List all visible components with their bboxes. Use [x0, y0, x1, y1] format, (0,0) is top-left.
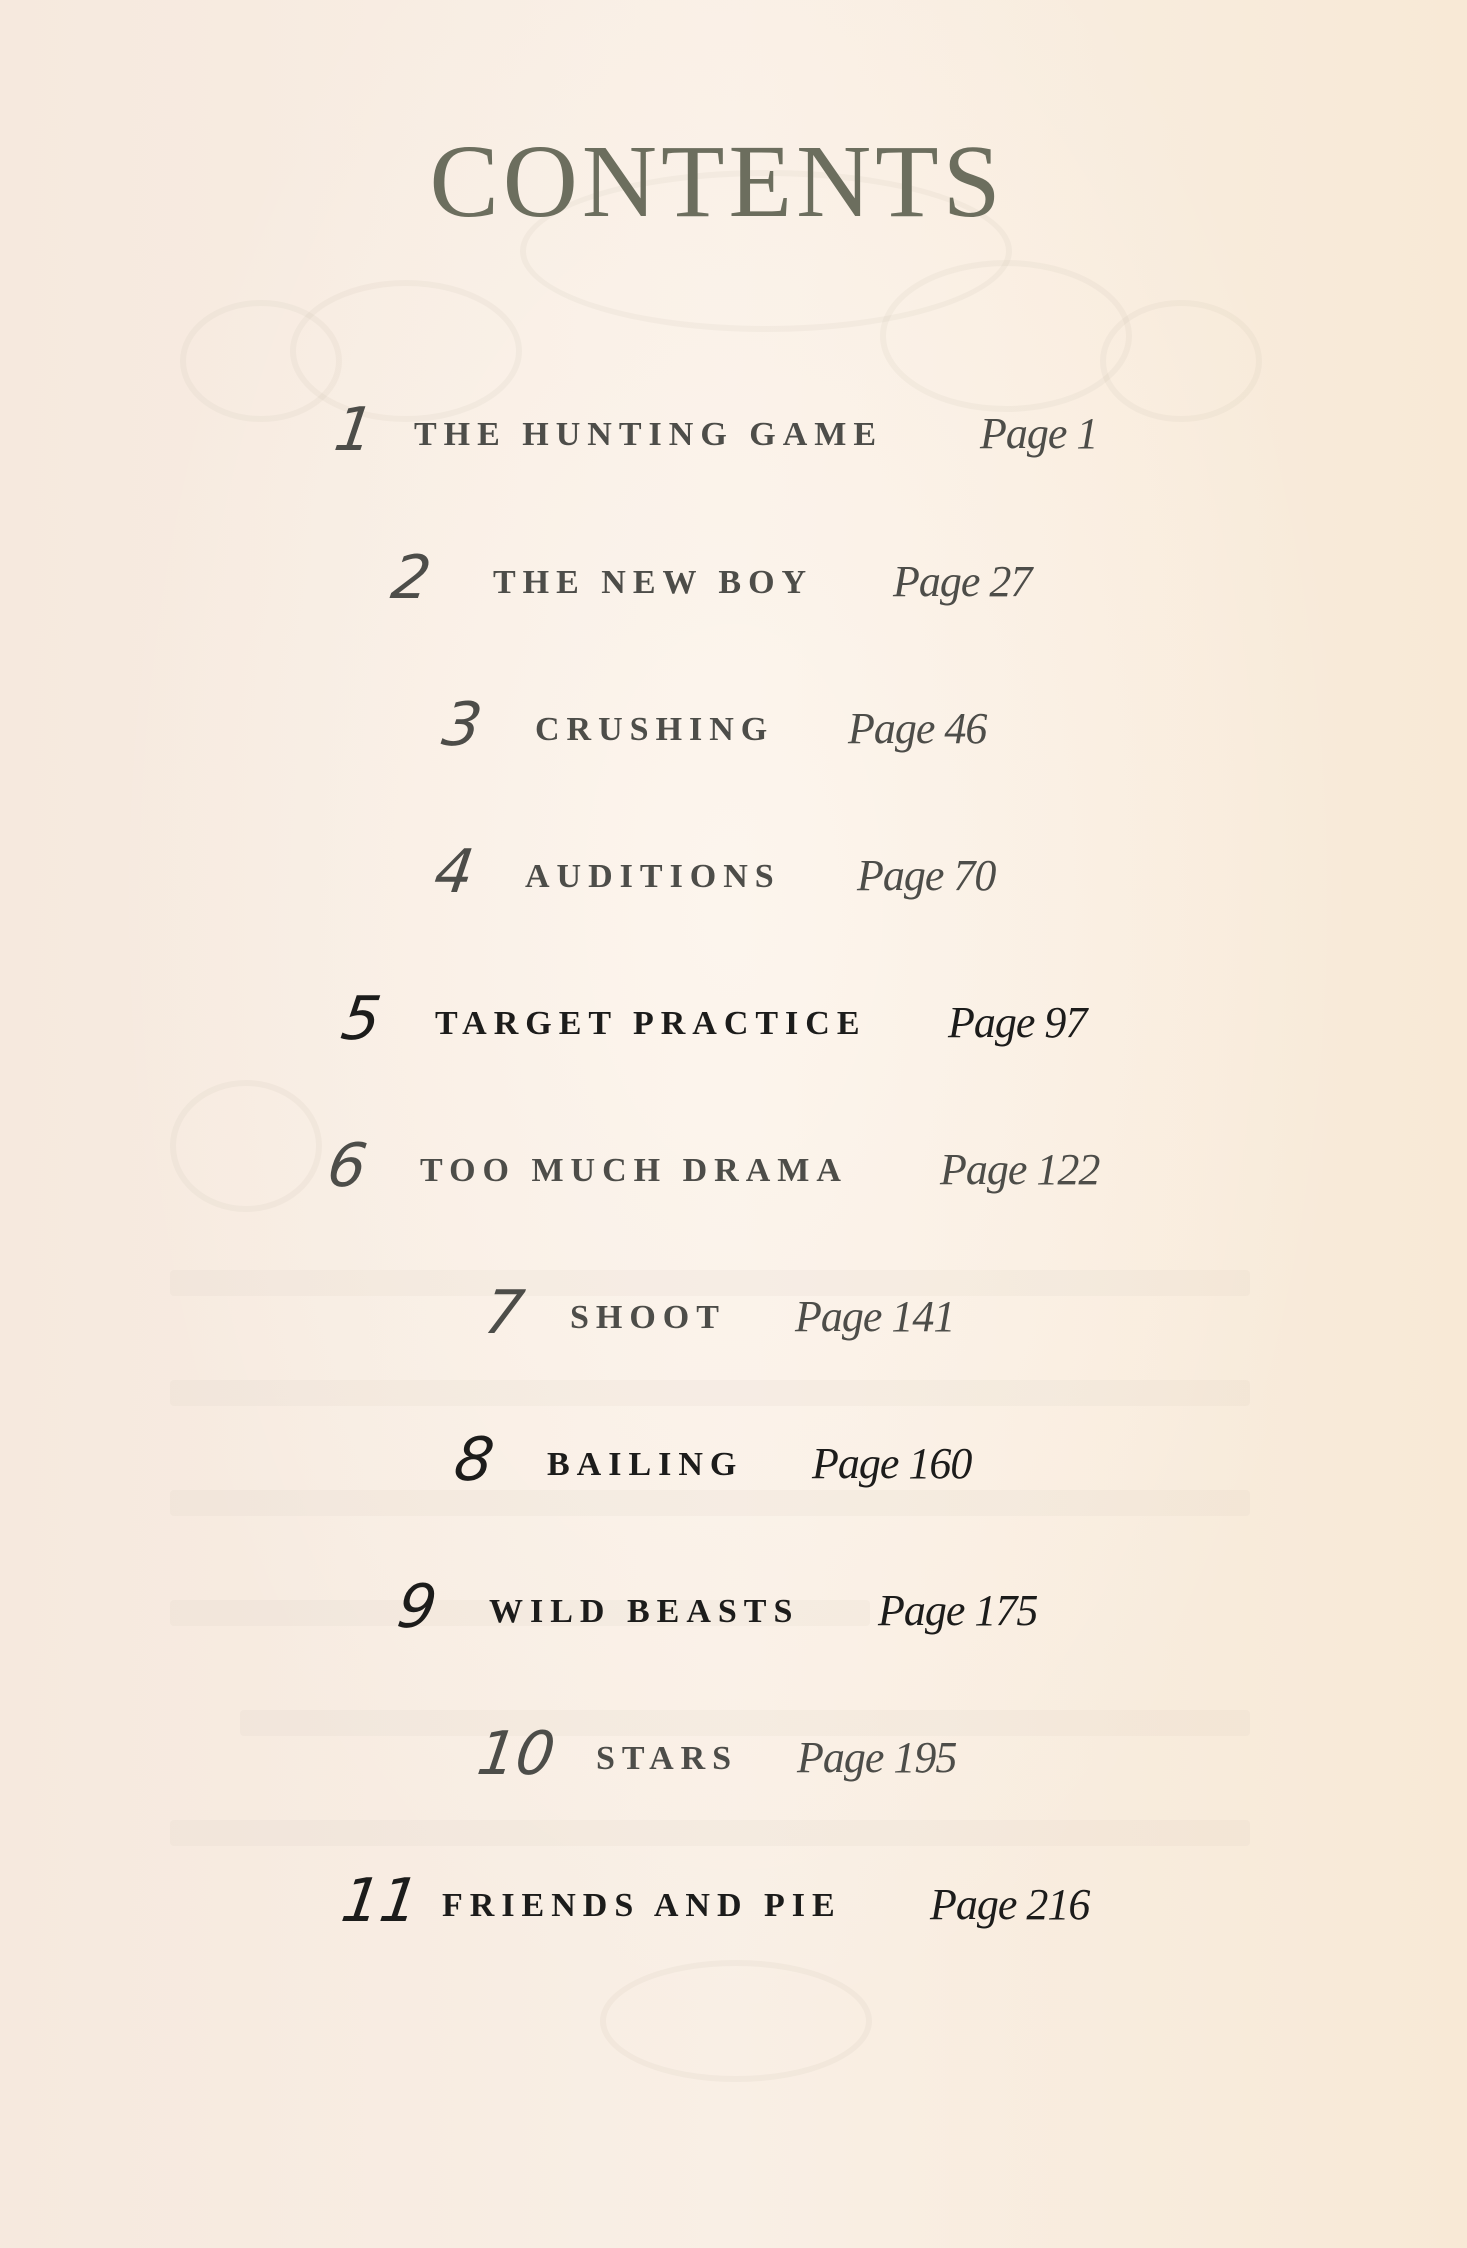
chapter-title: AUDITIONS: [525, 858, 781, 895]
toc-entry: [0, 1425, 1467, 1508]
chapter-title: FRIENDS AND PIE: [442, 1887, 842, 1924]
chapter-number: 7: [480, 1278, 529, 1348]
show-through-line: [170, 1820, 1250, 1846]
show-through-mark: [600, 1960, 872, 2082]
chapter-page: Page 1: [980, 409, 1098, 458]
chapter-number: 9: [393, 1572, 442, 1642]
show-through-line: [240, 1710, 1250, 1736]
chapter-number: 5: [337, 984, 386, 1054]
toc-entry: [0, 1278, 1467, 1361]
toc-entry: [0, 1866, 1467, 1949]
chapter-page: Page 175: [878, 1586, 1038, 1635]
toc-entry: [0, 1719, 1467, 1802]
toc-entry: [0, 984, 1467, 1067]
toc-entry: [0, 1131, 1467, 1214]
show-through-line: [170, 1380, 1250, 1406]
chapter-page: Page 216: [930, 1880, 1090, 1929]
chapter-number: 4: [430, 837, 479, 907]
chapter-title: STARS: [596, 1740, 739, 1777]
chapter-page: Page 160: [812, 1439, 972, 1488]
chapter-page: Page 122: [940, 1145, 1100, 1194]
chapter-page: Page 141: [795, 1292, 955, 1341]
show-through-mark: [290, 280, 522, 422]
chapter-title: SHOOT: [570, 1299, 726, 1336]
chapter-number: 6: [323, 1131, 372, 1201]
chapter-page: Page 27: [893, 557, 1032, 606]
show-through-line: [170, 1270, 1250, 1296]
toc-entry: [0, 395, 1467, 478]
chapter-title: TOO MUCH DRAMA: [420, 1152, 848, 1189]
chapter-number: 3: [438, 690, 487, 760]
chapter-title: THE HUNTING GAME: [414, 416, 884, 453]
toc-entry: [0, 837, 1467, 920]
toc-entry: [0, 543, 1467, 626]
chapter-title: THE NEW BOY: [493, 564, 814, 601]
chapter-page: Page 46: [848, 704, 987, 753]
chapter-title: TARGET PRACTICE: [435, 1005, 867, 1042]
chapter-number: 1: [330, 395, 379, 465]
chapter-page: Page 97: [948, 998, 1087, 1047]
show-through-mark: [880, 260, 1132, 412]
chapter-title: BAILING: [547, 1446, 744, 1483]
toc-entry: [0, 1572, 1467, 1655]
chapter-number: 11: [337, 1866, 424, 1936]
page-title: CONTENTS: [429, 124, 1005, 239]
chapter-title: CRUSHING: [535, 711, 775, 748]
toc-entry: [0, 690, 1467, 773]
chapter-page: Page 70: [857, 851, 996, 900]
show-through-mark: [1100, 300, 1262, 422]
chapter-page: Page 195: [797, 1733, 957, 1782]
chapter-number: 8: [450, 1425, 499, 1495]
chapter-number: 10: [473, 1719, 560, 1789]
chapter-number: 2: [387, 543, 436, 613]
chapter-title: WILD BEASTS: [489, 1593, 800, 1630]
